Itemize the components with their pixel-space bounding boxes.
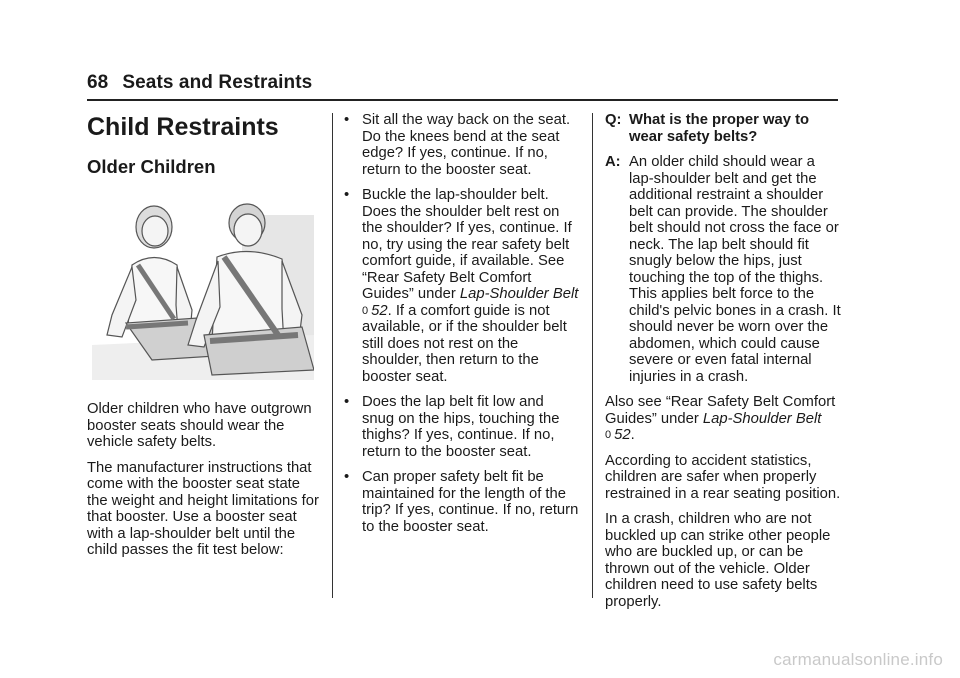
chapter-title: Child Restraints [87, 113, 279, 141]
list-item [343, 112, 579, 178]
bullet-icon: • [344, 394, 350, 410]
page-ref-arrow-icon: 0 [362, 304, 369, 317]
page-reference[interactable]: 52 [371, 302, 388, 319]
list-item [343, 187, 579, 385]
column-middle [343, 112, 579, 544]
paragraph: The manufacturer instructions that come with the booster seat state the weight and height limitations for that booster. Use a booster seat with a lap-shoulder belt until the child passes the fit test below: [87, 459, 319, 558]
list-item-text: Does the lap belt fit low and snug on the hips, touching the thighs? If yes, continue. If no, return to the booster seat. [362, 394, 560, 460]
fit-test-list [343, 112, 579, 535]
list-item-text: Buckle the lap-shoulder belt. Does the shoulder belt rest on the shoulder? If yes, continue. If no, try using the rear safety belt comfort guide, if available. See “Rear Safety Belt Comfort Guides” under [362, 187, 572, 302]
cross-reference-link[interactable]: Lap-Shoulder Belt [459, 286, 579, 302]
paragraph: In a crash, children who are not buckled up can strike other people who are buckled up, or can be thrown out of the vehicle. Older children need to use safety belts properly. [605, 511, 831, 610]
bullet-icon: • [344, 187, 350, 203]
list-item [343, 469, 579, 535]
watermark: carmanualsonline.info [773, 650, 943, 669]
answer-text: An older child should wear a lap-shoulder belt and get the additional restraint a shoulder belt can provide. The shoulder belt should not cross the face or neck. The lap belt should fit snugly below the hips, just touching the top of the thighs. This applies belt force to the child's pelvic bones in a crash. It should never be worn over the abdomen, which could cause severe or even fatal internal injuries in a crash. [629, 154, 841, 385]
paragraph [605, 394, 841, 444]
paragraph-text: Also see “Rear Safety Belt Comfort Guides” under [605, 394, 836, 427]
paragraph: Older children who have outgrown booster seats should wear the vehicle safety belts. [87, 401, 312, 450]
column-right [605, 112, 841, 619]
cross-reference-link[interactable]: Lap-Shoulder Belt [702, 410, 822, 427]
list-item-text: Can proper safety belt fit be maintained for the length of the trip? If yes, continue. If no, return to the booster seat. [362, 469, 579, 535]
question-label: Q: [605, 112, 622, 128]
answer [605, 154, 841, 385]
section-title: Seats and Restraints [122, 72, 313, 93]
header-rule [87, 99, 838, 101]
bullet-icon: • [344, 469, 350, 485]
column-divider-1 [332, 113, 333, 598]
question-text: What is the proper way to wear safety belts? [629, 112, 810, 145]
bullet-icon: • [344, 112, 350, 128]
column-divider-2 [592, 113, 593, 598]
list-item [343, 394, 579, 460]
older-children-illustration [92, 195, 314, 380]
section-heading: Older Children [87, 156, 216, 177]
page-number: 68 [87, 72, 109, 93]
paragraph-text: . [630, 427, 635, 443]
page-ref-arrow-icon: 0 [605, 429, 612, 441]
list-item-text: . If a comfort guide is not available, or if the shoulder belt still does not rest on the shoulder, then return to the booster seat. [362, 302, 567, 385]
page-reference[interactable]: 52 [614, 427, 631, 443]
paragraph: According to accident statistics, children are safer when properly restrained in a rear seating position. [605, 452, 841, 502]
list-item-text: Sit all the way back on the seat. Do the knees bend at the seat edge? If yes, continue. If no, return to the booster seat. [362, 112, 571, 178]
answer-label: A: [605, 154, 621, 170]
page-header [87, 72, 312, 94]
question [605, 112, 841, 145]
column-left [87, 112, 321, 568]
